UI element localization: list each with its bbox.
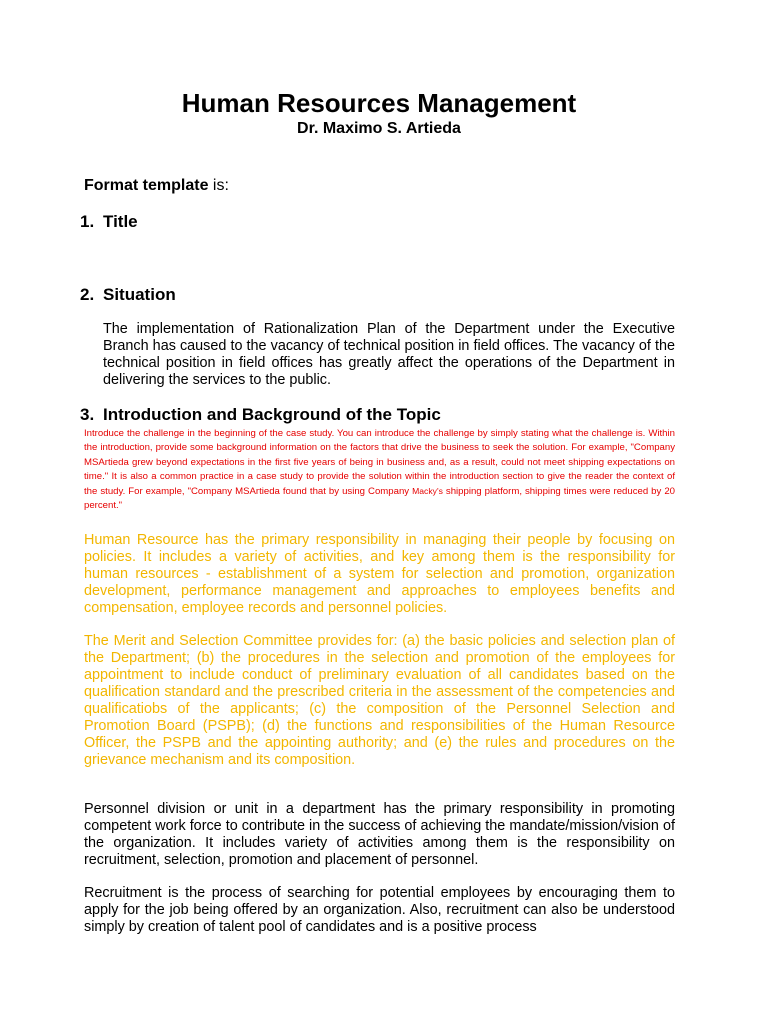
recruitment-paragraph: Recruitment is the process of searching for potential employees by encouraging them to apply for the job being offered by an organization. Also, recruitment can also be understood simply by creation of talent pool of candidates and is a positive process (84, 885, 675, 935)
section-heading-situation (80, 284, 176, 306)
intro-note-part1: Introduce the challenge in the beginning of the case study. You can introduce the challenge by simply stating what the challenge is. Within the introduction, provide some background information on the factors that drive the business to seek the solution. For example, "Company MSArtieda grew beyond expectations in the first five years of being in business and, as a result, could not meet shipping expectations on time." It is also a common practice in a case study to provide the solution within the introduction section to give the reader the context of the study. For example, "Company MSArtieda found that by using Company (84, 428, 675, 498)
merit-selection-paragraph: The Merit and Selection Committee provides for: (a) the basic policies and selection plan of the Department; (b) the procedures in the selection and promotion of the employees for appointment to include conduct of preliminary evaluation of all candidates based on the qualification standard and the prescribed criteria in the assessment of the competencies and qualificatiobs of the applicants; (c) the composition of the Personnel Selection and Promotion Board (PSPB); (d) the functions and responsibilities of the Human Resource Officer, the PSPB and the appointing authority; and (e) the rules and procedures on the grievance mechanism and its composition. (84, 633, 675, 768)
section-number: 1. (80, 212, 95, 231)
section-number: 2. (80, 285, 95, 304)
format-template-label (84, 175, 229, 197)
section-heading-text: Title (103, 212, 138, 231)
section-heading-text: Introduction and Background of the Topic (103, 405, 441, 424)
section-heading-title (80, 211, 138, 233)
hr-responsibility-paragraph: Human Resource has the primary responsibility in managing their people by focusing on policies. It includes a variety of activities, and key among them is the responsibility for human resources - establishment of a system for selection and promotion, organization development, performance management and approaches to employees benefits and compensation, employee records and personnel policies. (84, 532, 675, 616)
format-template-rest: is: (208, 177, 229, 194)
situation-paragraph: The implementation of Rationalization Plan of the Department under the Executive Branch has caused to the vacancy of technical position in field offices. The vacancy of the technical position in field offices has greatly affect the operations of the Department in delivering the services to the public. (103, 321, 675, 388)
personnel-division-paragraph: Personnel division or unit in a department has the primary responsibility in promoting competent work force to contribute in the success of achieving the mandate/mission/vision of the organization. It includes variety of activities among them is the responsibility on recruitment, selection, promotion and placement of personnel. (84, 801, 675, 868)
intro-note-brand: Macky's (412, 486, 443, 497)
section-heading-introduction (80, 404, 441, 426)
section-heading-text: Situation (103, 285, 176, 304)
introduction-guidance-note (84, 427, 675, 514)
document-author: Dr. Maximo S. Artieda (297, 120, 461, 137)
intro-note-part2: shipping platform, shipping times were reduced by 20 percent." (84, 486, 676, 512)
section-number: 3. (80, 405, 95, 424)
format-template-bold: Format template (84, 177, 209, 194)
document-title: Human Resources Management (181, 88, 577, 118)
